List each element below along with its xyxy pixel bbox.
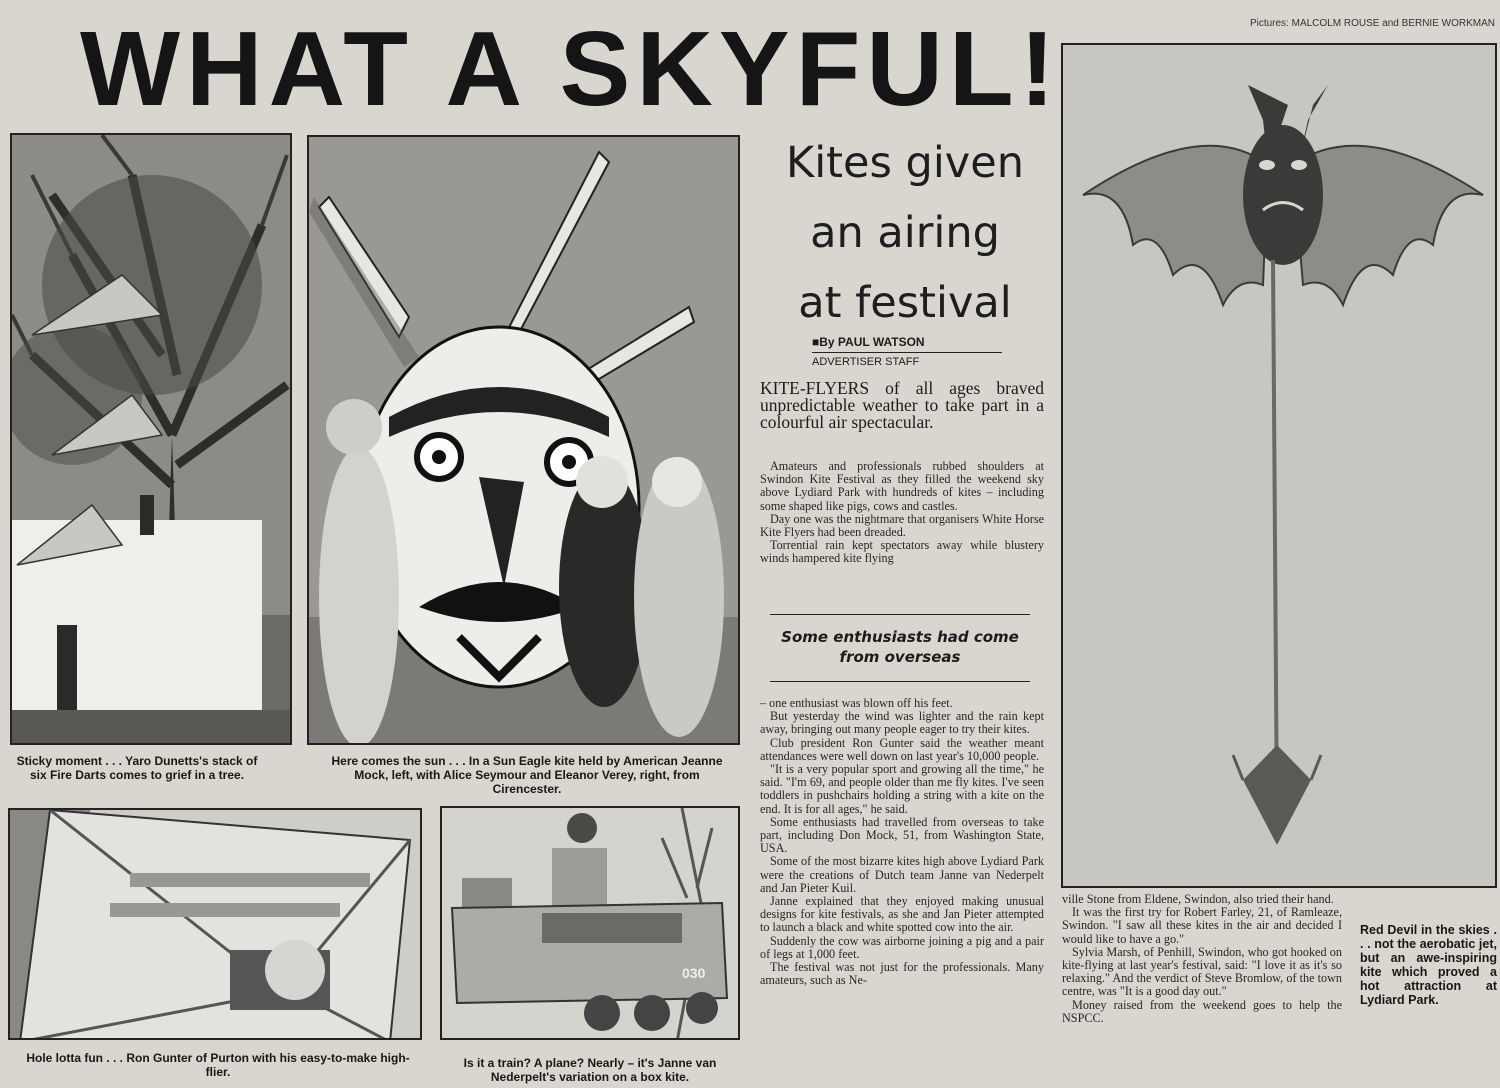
caption-devil: Red Devil in the skies . . . not the aerobatic jet, but an awe-inspiring kite which proved a hot attraction at Lydiard Park. <box>1360 923 1497 1007</box>
subheadline <box>760 128 1050 338</box>
article-paragraph: The festival was not just for the professionals. Many amateurs, such as Ne- <box>760 960 1044 988</box>
hole-kite-illustration <box>10 810 422 1040</box>
tree-kites-illustration <box>12 135 292 745</box>
caption-train: Is it a train? A plane? Nearly – it's Janne van Nederpelt's variation on a box kite. <box>463 1056 717 1084</box>
article-paragraph: Suddenly the cow was airborne joining a pig and a pair of legs at 1,000 feet. <box>760 933 1044 961</box>
train-kite-illustration <box>442 808 740 1040</box>
article-paragraph: Janne explained that they enjoyed making unusual designs for kite festivals, as she and Jan Pieter attempted to launch a black and white spotted cow into the air. <box>760 894 1044 935</box>
article-paragraph: – one enthusiast was blown off his feet. <box>760 696 953 710</box>
photo-credits: Pictures: MALCOLM ROUSE and BERNIE WORKMAN <box>1249 18 1495 29</box>
article-paragraph: Some of the most bizarre kites high above Lydiard Park were the creations of Dutch team Janne van Nederpelt and Jan Pieter Kuil. <box>760 854 1044 895</box>
red-devil-kite-illustration <box>1063 45 1497 888</box>
photo-kites-in-tree <box>10 133 292 745</box>
article-column-2 <box>1062 893 1342 1025</box>
article-paragraph: Money raised from the weekend goes to help the NSPCC. <box>1062 997 1342 1025</box>
article-paragraph: It was the first try for Robert Farley, 21, of Ramleaze, Swindon. "I saw all these kites in the air and decided I would like to have a go." <box>1062 905 1342 946</box>
train-number-text: 030 <box>682 965 706 981</box>
article-column-1-top <box>760 460 1044 566</box>
article-paragraph: Some enthusiasts had travelled from overseas to take part, including Don Mock, 51, from Washington State, USA. <box>760 814 1044 856</box>
article-paragraph: Torrential rain kept spectators away while blustery winds hampered kite flying <box>760 538 1044 566</box>
caption-sun: Here comes the sun . . . In a Sun Eagle kite held by American Jeanne Mock, left, with Alice Seymour and Eleanor Verey, right, from Cirencester. <box>331 754 723 796</box>
subheadline-line: an airing <box>810 208 1000 258</box>
lead-paragraph: KITE-FLYERS of all ages braved unpredictable weather to take part in a colourful air spectacular. <box>760 378 1044 432</box>
article-column-1-bottom <box>760 697 1044 987</box>
byline <box>812 335 1002 368</box>
article-paragraph: Day one was the nightmare that organisers White Horse Kite Flyers had been dreaded. <box>760 511 1044 540</box>
byline-author: ■By PAUL WATSON <box>812 335 1002 353</box>
sun-eagle-kite-illustration <box>309 137 740 745</box>
photo-train-kite <box>440 806 740 1040</box>
headline: WHAT A SKYFUL! <box>80 10 1061 128</box>
article-paragraph: "It is a very popular sport and growing all the time," he said. "I'm 69, and people older than me fly kites. I've seen toddlers in pushchairs holding a string with a kite on the end. It is for all ages," he said. <box>760 762 1044 816</box>
subheadline-line: Kites given <box>786 138 1024 188</box>
article-paragraph: Club president Ron Gunter said the weather meant attendances were well down on last year's 10,000 people. <box>760 735 1044 763</box>
byline-staff: ADVERTISER STAFF <box>812 356 920 368</box>
article-paragraph: ville Stone from Eldene, Swindon, also tried their hand. <box>1062 892 1334 906</box>
article-paragraph: But yesterday the wind was lighter and the rain kept away, bringing out many people eager to try their kites. <box>760 709 1044 737</box>
pull-quote: Some enthusiasts had come from overseas <box>770 614 1030 682</box>
caption-hole: Hole lotta fun . . . Ron Gunter of Purton with his easy-to-make high-flier. <box>26 1051 410 1079</box>
photo-hole-kite <box>8 808 422 1040</box>
article-paragraph: Amateurs and professionals rubbed shoulders at Swindon Kite Festival as they filled the weekend sky above Lydiard Park with hundreds of kites – including some shaped like pigs, cows and castles. <box>760 459 1044 513</box>
article-paragraph: Sylvia Marsh, of Penhill, Swindon, who got hooked on kite-flying at last year's festival, said: "I love it as it's so relaxing." And the verdict of Steve Bromlow, of the town centre, was "It is a good day out." <box>1062 944 1342 999</box>
subheadline-line: at festival <box>798 278 1012 328</box>
caption-tree: Sticky moment . . . Yaro Dunetts's stack of six Fire Darts comes to grief in a tree. <box>16 754 258 782</box>
photo-red-devil-kite <box>1061 43 1497 888</box>
photo-sun-eagle-kite <box>307 135 740 745</box>
